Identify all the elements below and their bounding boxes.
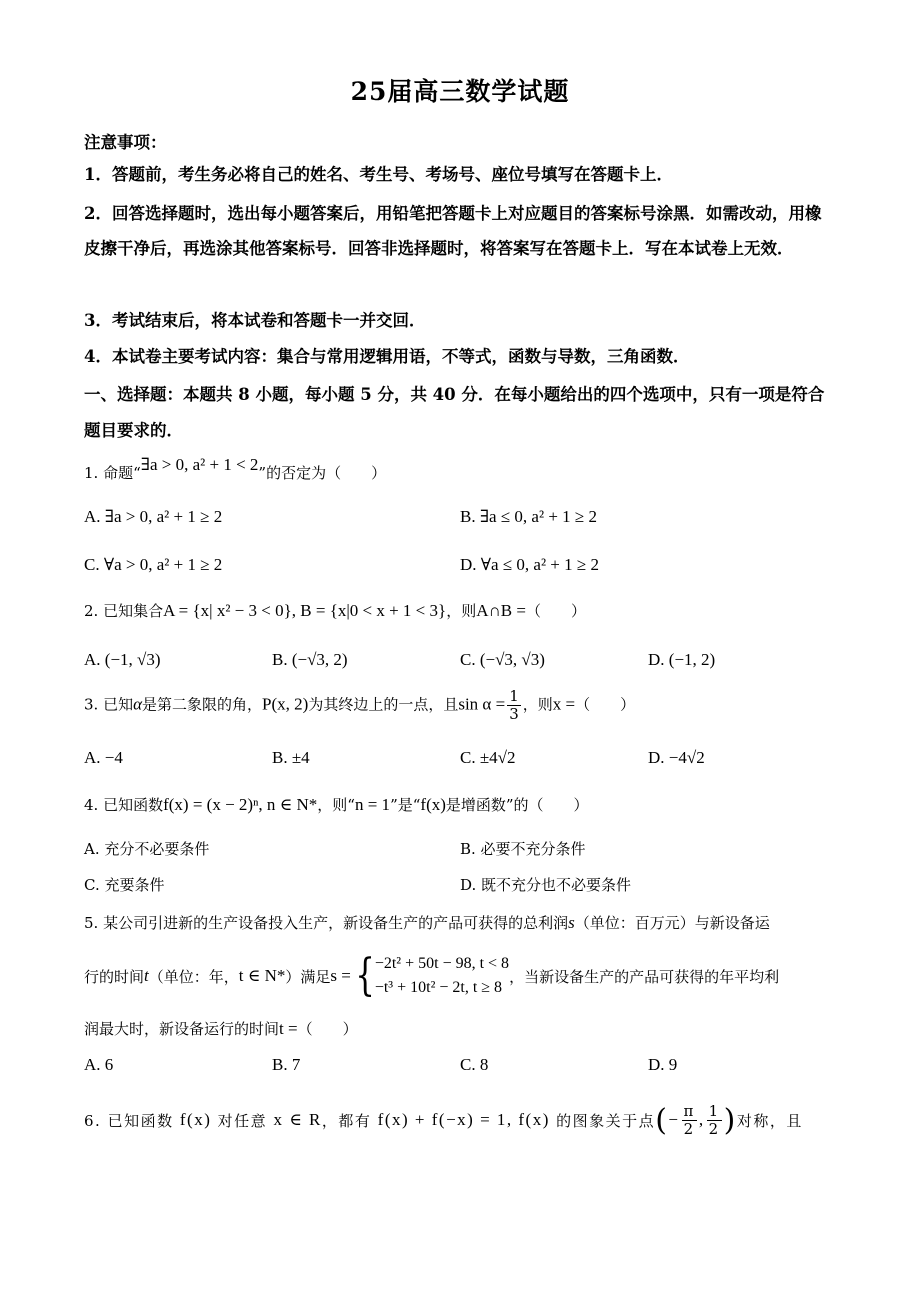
q6-comma: , — [698, 1110, 705, 1129]
q3-frac-num: 1 — [509, 687, 519, 705]
q6-half-den: 2 — [708, 1119, 720, 1138]
q6-mid3: 的图象关于点 — [556, 1111, 656, 1130]
q4-fx: f(x) — [420, 795, 446, 814]
q4-math: f(x) = (x − 2)ⁿ, n ∈ N* — [163, 795, 318, 814]
q5-tin: t ∈ N* — [238, 966, 286, 985]
question-5-line-1 — [84, 912, 770, 933]
q4-option-a[interactable]: A. 充分不必要条件 — [84, 840, 210, 858]
q3-sin: sin α = — [458, 694, 506, 714]
q3-point: P(x, 2) — [262, 694, 309, 714]
q2-intersection: A∩B = — [476, 601, 526, 620]
q3-xeq: x = — [552, 694, 576, 714]
question-2 — [84, 600, 586, 621]
question-1 — [84, 455, 387, 483]
q3-alpha: α — [133, 694, 143, 714]
q5-case-1: −2t² + 50t − 98, t < 8 — [374, 955, 510, 972]
q4-pre: 4. 已知函数 — [84, 796, 164, 814]
q2-mid: ，则 — [446, 602, 477, 620]
q3-mid2: 为其终边上的一点，且 — [308, 695, 459, 714]
q5-option-d[interactable]: D. 9 — [648, 1055, 678, 1074]
q4-option-b[interactable]: B. 必要不充分条件 — [460, 840, 586, 858]
q6-minus: − — [668, 1110, 680, 1129]
notes-heading: 注意事项： — [84, 133, 167, 152]
q3-post: （ ） — [575, 695, 636, 714]
q3-mid3: ，则 — [522, 695, 553, 714]
q4-post: 是增函数”的（ ） — [445, 796, 589, 814]
q3-option-d[interactable]: D. −4√2 — [648, 748, 705, 767]
q3-frac-den: 3 — [509, 705, 519, 723]
exam-title: 25届高三数学试题 — [350, 77, 570, 106]
q3-mid1: 是第二象限的角， — [142, 695, 263, 714]
question-6 — [84, 1094, 803, 1146]
q6-pi-den: 2 — [683, 1119, 695, 1138]
note-2: 2．回答选择题时，选出每小题答案后，用铅笔把答题卡上对应题目的答案标号涂黑．如需改动，用橡皮擦干净后，再选涂其他答案标号．回答非选择题时，将答案写在答题卡上．写在本试卷上无效． — [84, 204, 822, 258]
q6-pre: 6. 已知函数 — [84, 1111, 174, 1130]
q1-option-d[interactable]: D. ∀a ≤ 0, a² + 1 ≥ 2 — [460, 555, 599, 574]
q2-math: A = {x| x² − 3 < 0}, B = {x|0 < x + 1 < 3} — [163, 601, 447, 620]
q5-seq: s = — [330, 966, 351, 985]
q1-option-b[interactable]: B. ∃a ≤ 0, a² + 1 ≥ 2 — [460, 507, 597, 526]
q3-option-a[interactable]: A. −4 — [84, 748, 123, 767]
q5-line2b: （单位：年， — [148, 967, 239, 986]
q6-mid1: 对任意 — [217, 1111, 268, 1130]
q6-frac-half — [707, 1103, 722, 1138]
q4-option-d[interactable]: D. 既不充分也不必要条件 — [460, 876, 632, 894]
q6-post: 对称，且 — [736, 1111, 803, 1130]
q3-option-c[interactable]: C. ±4√2 — [460, 748, 516, 767]
q4-mid1: ，则“ — [317, 796, 355, 814]
q5-option-c[interactable]: C. 8 — [460, 1055, 489, 1074]
q5-teq: t = — [279, 1019, 298, 1038]
q5-s: s — [568, 913, 575, 932]
q6-left-paren: ( — [655, 1102, 669, 1138]
question-5-line-2 — [84, 948, 779, 1004]
q4-mid2: ”是“ — [390, 796, 421, 814]
q2-post: （ ） — [525, 602, 586, 620]
q5-case-2: −t³ + 10t² − 2t, t ≥ 8 — [374, 979, 503, 996]
q1-pre: 1. 命题“ — [84, 464, 141, 482]
q4-option-c[interactable]: C. 充要条件 — [84, 876, 165, 894]
q5-line2a: 行的时间 — [84, 967, 145, 986]
q2-option-d[interactable]: D. (−1, 2) — [648, 650, 716, 669]
q3-fraction — [507, 688, 521, 723]
q6-pi-num: π — [683, 1101, 695, 1120]
question-5-line-3 — [84, 1018, 358, 1039]
q3-pre: 3. 已知 — [84, 695, 134, 714]
q5-line1: 5. 某公司引进新的生产设备投入生产，新设备生产的产品可获得的总利润 — [84, 914, 569, 932]
q5-brace: { — [355, 950, 375, 1001]
q5-option-a[interactable]: A. 6 — [84, 1055, 114, 1074]
q6-mid2: ，都有 — [321, 1111, 372, 1130]
q6-eq: f(x) + f(−x) = 1, f(x) — [377, 1110, 550, 1129]
q5-option-b[interactable]: B. 7 — [272, 1055, 301, 1074]
q6-frac-pi — [682, 1103, 697, 1138]
q1-option-a[interactable]: A. ∃a > 0, a² + 1 ≥ 2 — [84, 507, 223, 526]
question-4 — [84, 794, 589, 815]
q5-line1b: （单位：百万元）与新设备运 — [574, 914, 770, 932]
q5-post: （ ） — [297, 1020, 358, 1038]
q5-t: t — [144, 966, 149, 985]
note-4: 4．本试卷主要考试内容：集合与常用逻辑用语，不等式，函数与导数，三角函数． — [84, 347, 690, 366]
q2-pre: 2. 已知集合 — [84, 602, 164, 620]
q6-fx: f(x) — [179, 1110, 212, 1129]
section-heading: 一、选择题：本题共 8 小题，每小题 5 分，共 40 分．在每小题给出的四个选项中，只有一项是符合题目要求的． — [84, 385, 825, 440]
q1-post: ”的否定为（ ） — [258, 464, 387, 482]
note-3: 3．考试结束后，将本试卷和答题卡一并交回． — [84, 311, 426, 330]
q6-right-paren: ) — [723, 1102, 737, 1138]
q6-xr: x ∈ R — [273, 1110, 322, 1129]
q3-option-b[interactable]: B. ±4 — [272, 748, 310, 767]
q4-cond: n = 1 — [354, 795, 391, 814]
q6-half-num: 1 — [708, 1101, 720, 1120]
q2-option-c[interactable]: C. (−√3, √3) — [460, 650, 545, 669]
q1-option-c[interactable]: C. ∀a > 0, a² + 1 ≥ 2 — [84, 555, 223, 574]
q2-option-a[interactable]: A. (−1, √3) — [84, 650, 161, 669]
q5-cases — [375, 952, 509, 1000]
q2-option-b[interactable]: B. (−√3, 2) — [272, 650, 348, 669]
note-1: 1．答题前，考生务必将自己的姓名、考生号、考场号、座位号填写在答题卡上． — [84, 165, 673, 184]
q5-line2c: ）满足 — [285, 967, 331, 986]
q1-math: ∃a > 0, a² + 1 < 2 — [140, 455, 259, 474]
q5-line3: 润最大时，新设备运行的时间 — [84, 1020, 280, 1038]
question-3 — [84, 688, 635, 723]
q5-line2d: ，当新设备生产的产品可获得的年平均利 — [509, 967, 780, 986]
